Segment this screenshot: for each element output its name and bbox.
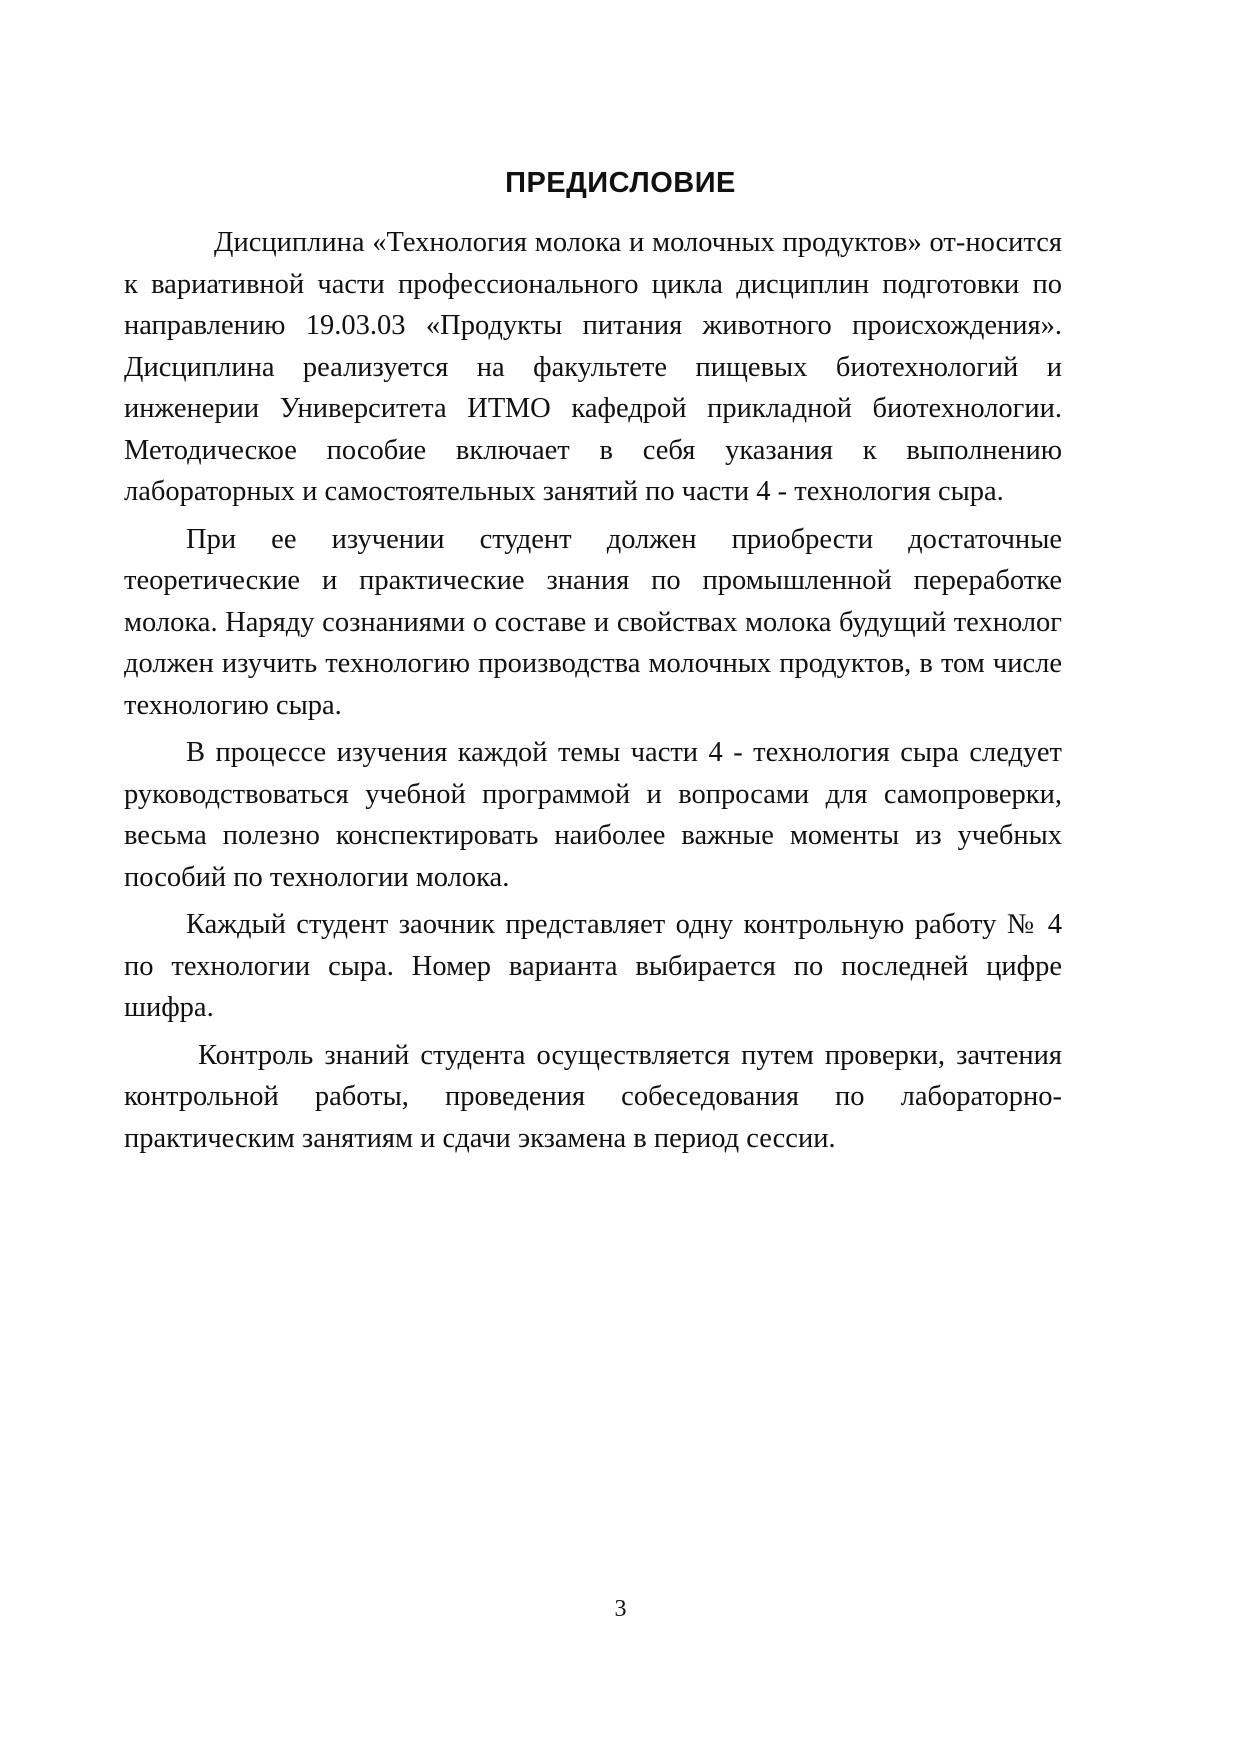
body-text xyxy=(124,222,1062,1165)
page-title: ПРЕДИСЛОВИЕ xyxy=(505,167,736,199)
paragraph: В процессе изучения каждой темы части 4 - технология сыра следует руководствоваться учебной программой и вопросами для самопроверки, весьма полезно конспектировать наиболее важные моменты из учебных пособий по технологии молока. xyxy=(124,737,1062,893)
page-number: 3 xyxy=(614,1596,627,1622)
paragraph: Каждый студент заочник представляет одну контрольную работу № 4 по технологии сыра. Номер варианта выбирается по последней цифре шифра. xyxy=(124,909,1062,1023)
paragraph: При ее изучении студент должен приобрести достаточные теоретические и практические знания по промышленной переработке молока. Наряду сознаниями о составе и свойствах молока будущий технолог должен изучить технологию производства молочных продуктов, в том числе технологию сыра. xyxy=(124,523,1062,721)
paragraph: Контроль знаний студента осуществляется путем проверки, зачтения контрольной работы, проведения собеседования по лабораторно-практическим занятиям и сдачи экзамена в период сессии. xyxy=(124,1039,1062,1154)
paragraph: Дисциплина «Технология молока и молочных продуктов» от-носится к вариативной части профессионального цикла дисциплин подготовки по направлению 19.03.03 «Продукты питания животного происхождения». Дисциплина реализуется на факультете пищевых биотехнологий и инженерии Университета ИТМО кафедрой прикладной биотехнологии. Методическое пособие включает в себя указания к выполнению лабораторных и самостоятельных занятий по части 4 - технология сыра. xyxy=(124,227,1062,507)
